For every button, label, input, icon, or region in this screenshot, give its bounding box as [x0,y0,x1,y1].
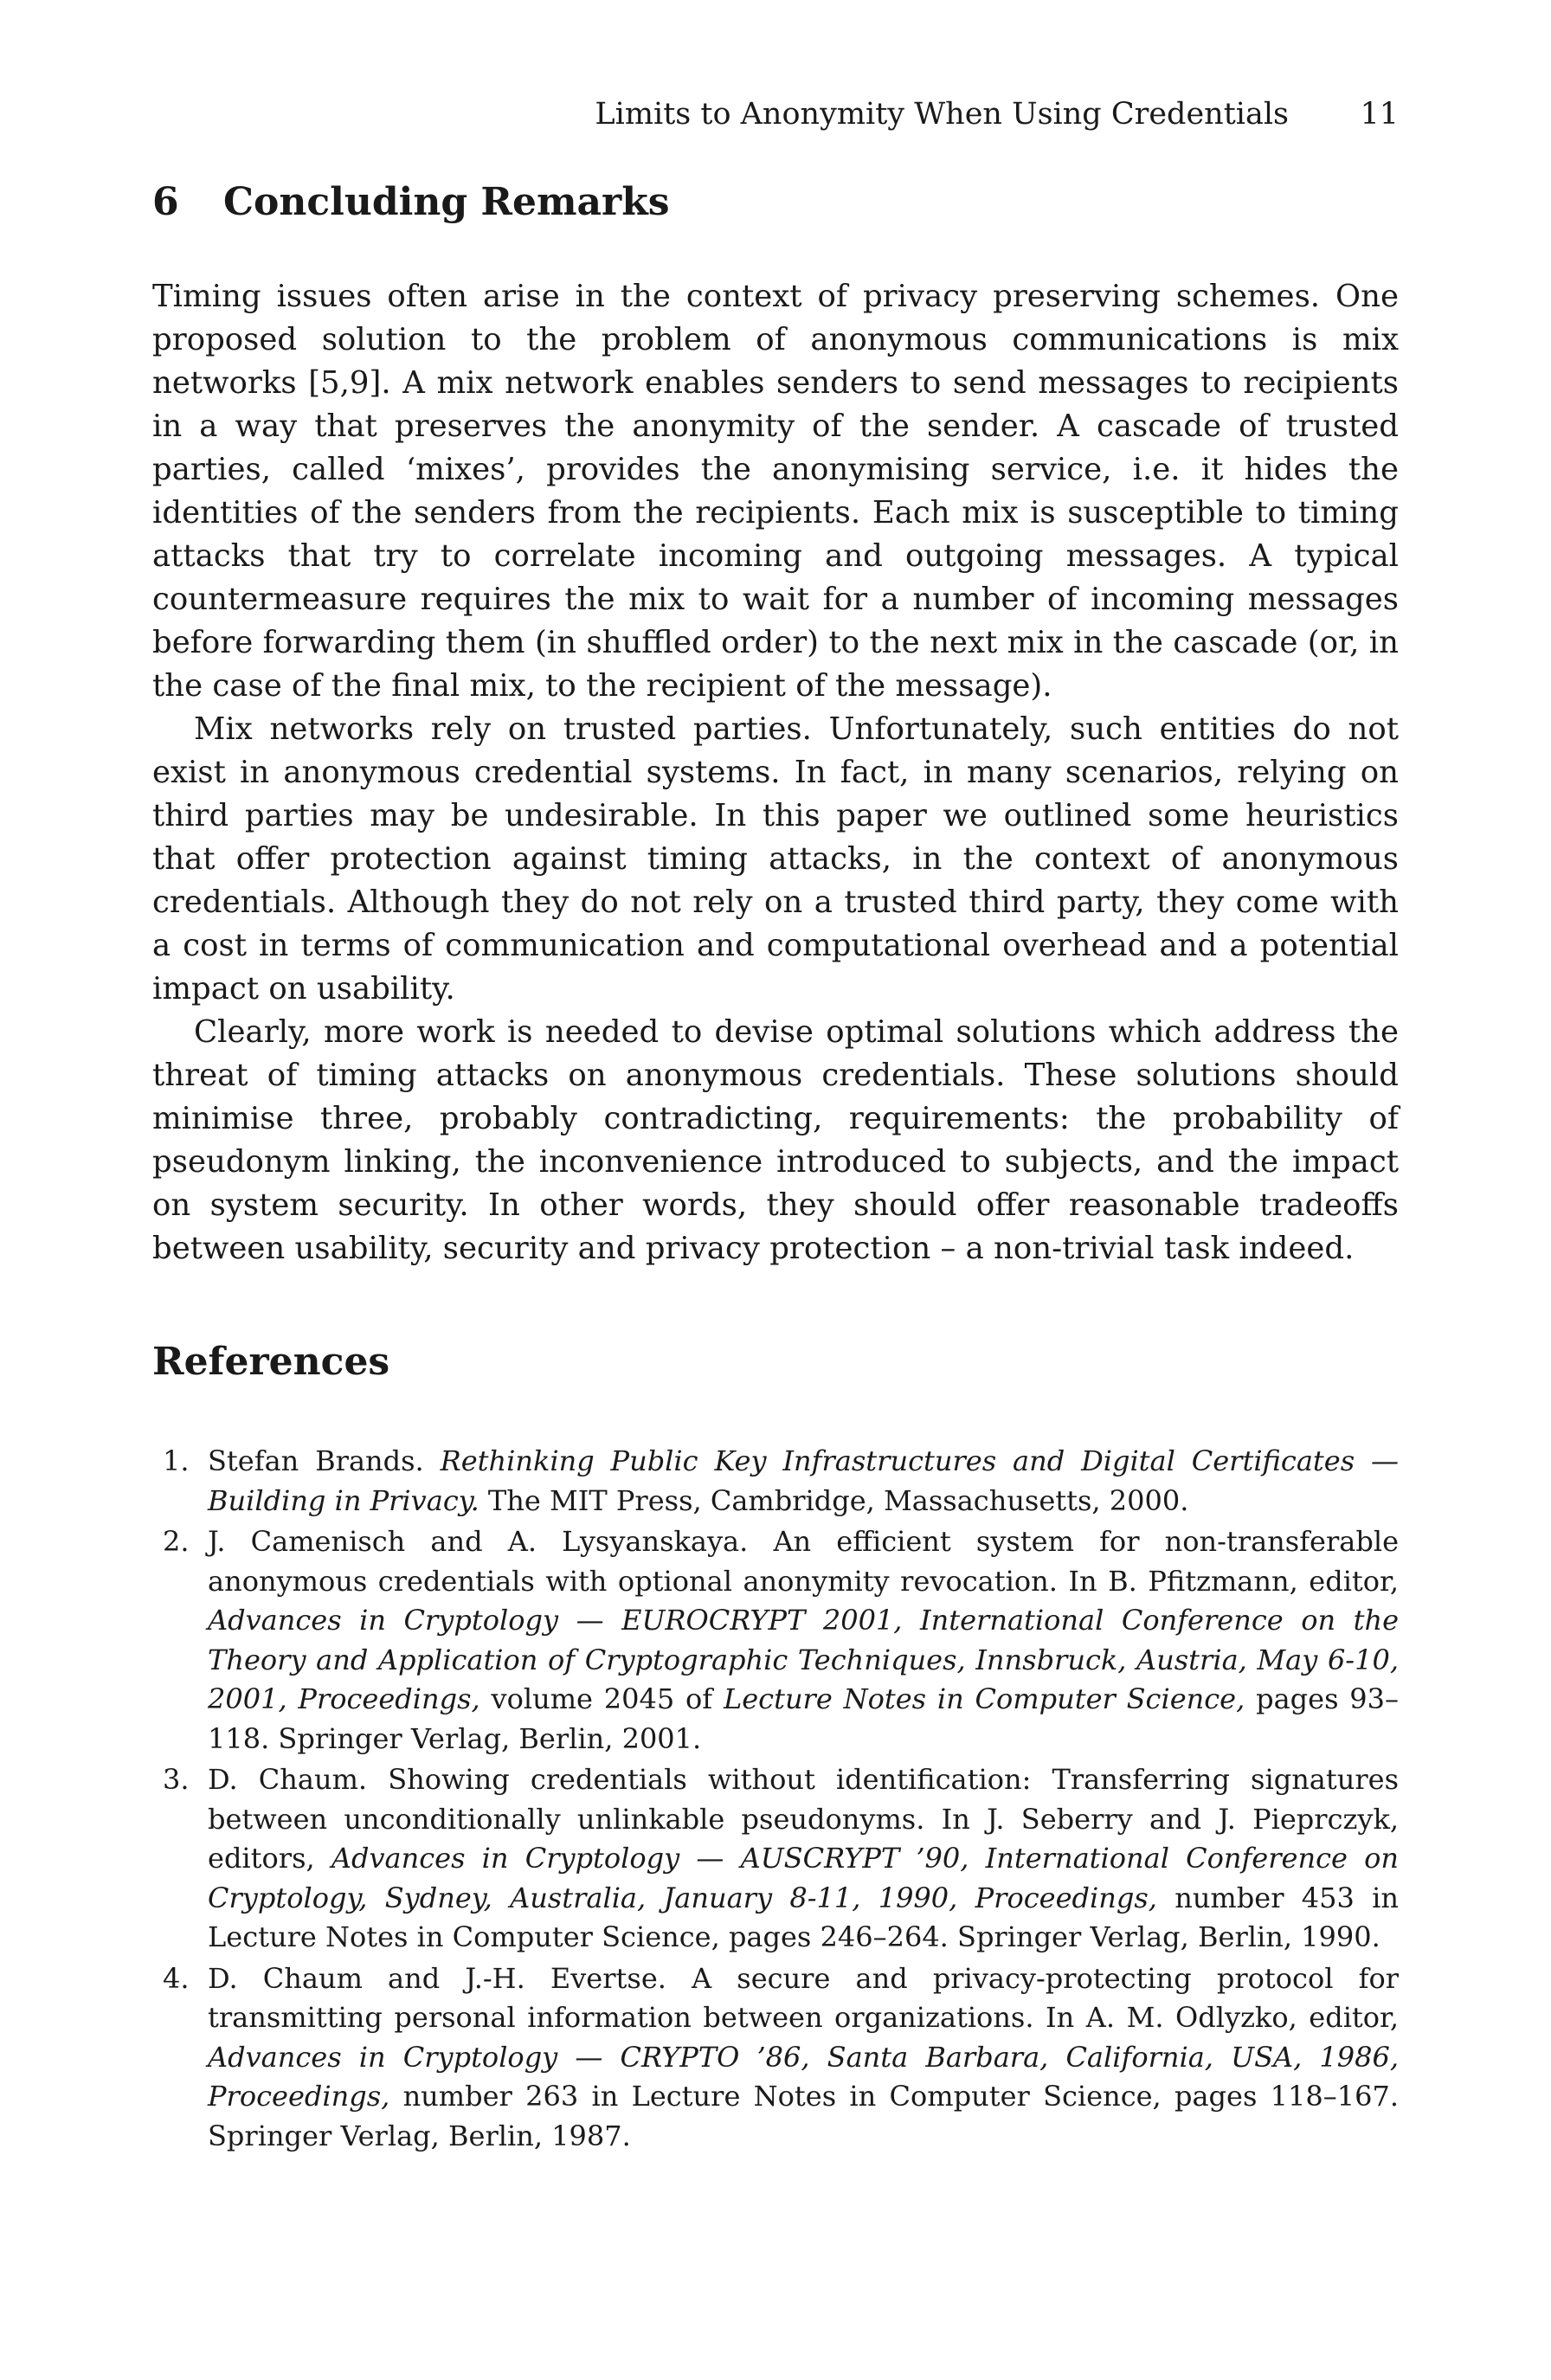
paragraph: Clearly, more work is needed to devise optimal solutions which address the threat of timing attacks on anonymous credentials. These solutions should minimise three, probably contradicting, requirements: the probability of pseudonym linking, the inconvenience introduced to subjects, and the impact on system security. In other words, they should offer reasonable tradeoffs between usability, security and privacy protection – a non-trivial task indeed. [152,1014,1399,1266]
reference-text: J. Camenisch and A. Lysyanskaya. An efficient system for non-transferable anonymous credentials with optional anonymity revocation. In B. Pfitzmann, editor, [208,1525,1399,1598]
reference-number: 1. [163,1444,190,1477]
reference-number: 3. [163,1763,190,1796]
section-heading [152,180,669,224]
paragraph: Mix networks rely on trusted parties. Unfortunately, such entities do not exist in anonymous credential systems. In fact, in many scenarios, relying on third parties may be undesirable. In this paper we outlined some heuristics that offer protection against timing attacks, in the context of anonymous credentials. Although they do not rely on a trusted third party, they come with a cost in terms of communication and computational overhead and a potential impact on usability. [152,711,1399,1007]
running-title: Limits to Anonymity When Using Credentials [595,97,1289,132]
reference-item [152,1522,1399,1759]
reference-number: 2. [163,1525,190,1558]
reference-text: number 263 in Lecture Notes in Computer Science, pages 118–167. Springer Verlag, Berlin, 1987. [208,2080,1399,2152]
reference-book-title: Rethinking Public Key Infrastructures and Digital Certificates — Building in Privacy. [208,1444,1400,1517]
reference-list [152,1442,1399,2158]
paragraph: Timing issues often arise in the context of privacy preserving schemes. One proposed solution to the problem of anonymous communications is mix networks [5,9]. A mix network enables senders to send messages to recipients in a way that preserves the anonymity of the sender. A cascade of trusted parties, called ‘mixes’, provides the anonymising service, i.e. it hides the identities of the senders from the recipients. Each mix is susceptible to timing attacks that try to correlate incoming and outgoing messages. A typical countermeasure requires the mix to wait for a number of incoming messages before forwarding them (in shuffled order) to the next mix in the cascade (or, in the case of the final mix, to the recipient of the message). [152,279,1399,704]
reference-text: Stefan Brands. [208,1444,441,1477]
reference-item [152,1442,1399,1521]
reference-item [152,1760,1399,1958]
reference-book-title: Advances in Cryptology — AUSCRYPT ’90, International Conference on Cryptology, Sydney, Australia, January 8-11, 1990, Proceedings, [208,1842,1400,1914]
reference-text: volume 2045 of [479,1682,724,1715]
reference-series: Lecture Notes in Computer Science, [723,1682,1245,1715]
reference-text: pages 93–118. Springer Verlag, Berlin, 2001. [208,1682,1400,1755]
section-title: Concluding Remarks [223,180,670,224]
reference-text: D. Chaum and J.-H. Evertse. A secure and privacy-protecting protocol for transmitting personal information between organizations. In A. M. Odlyzko, editor, [208,1961,1399,2034]
reference-text: D. Chaum. Showing credentials without identification: Transferring signatures between unconditionally unlinkable pseudonyms. In J. Seberry and J. Pieprczyk, editors, [208,1763,1399,1875]
reference-number: 4. [163,1961,190,1995]
reference-text: number 453 in Lecture Notes in Computer Science, pages 246–264. Springer Verlag, Berlin, 1990. [208,1881,1399,1953]
page-number: 11 [1360,97,1399,132]
reference-item [152,1959,1399,2157]
reference-book-title: Advances in Cryptology — EUROCRYPT 2001, International Conference on the Theory and Application of Cryptographic Techniques, Innsbruck, Austria, May 6-10, 2001, Proceedings, [208,1604,1399,1715]
references-heading: References [152,1340,390,1384]
reference-book-title: Advances in Cryptology — CRYPTO ’86, Santa Barbara, California, USA, 1986, Proceedings, [208,2040,1399,2113]
section-body [152,275,1399,1270]
reference-text: The MIT Press, Cambridge, Massachusetts, 2000. [479,1483,1189,1517]
section-number: 6 [152,180,179,224]
